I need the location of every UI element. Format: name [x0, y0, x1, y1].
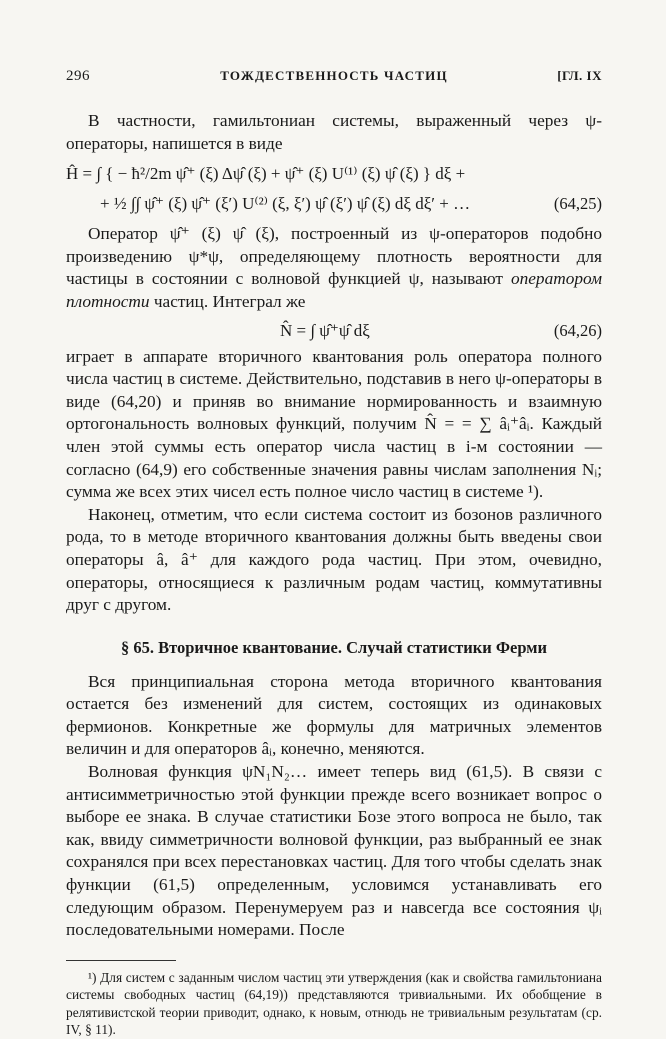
paragraph-hamiltonian-intro: В частности, гамильтониан системы, выраженный через ψ-операторы, напишется в виде — [66, 111, 602, 153]
paragraph-total-number: играет в аппарате вторичного квантования роль оператора полного числа частиц в системе. Действительно, подставив в него ψ-операторы в виде (64,20) и приняв во внимание нормированность и взаимную ортогональность волновых функций, получим N̂ = = ∑ âᵢ⁺âᵢ. Каждый член этой суммы есть оператор числа частиц в i-м состоянии — согласно (64,9) его собственные значения равны числам заполнения Nᵢ; сумма же всех этих чисел есть полное число частиц в системе ¹). — [66, 346, 602, 502]
running-title: ТОЖДЕСТВЕННОСТЬ ЧАСТИЦ — [220, 68, 448, 83]
equation-number-64-26: (64,26) — [553, 320, 602, 340]
page-number: 296 — [66, 68, 90, 84]
term-density-operator: оператором плотности — [66, 269, 602, 311]
paragraph-density-operator: Оператор ψ̂⁺ (ξ) ψ̂ (ξ), построенный из ψ-операторов подобно произведению ψ*ψ, определяющему плотность вероятности для частицы в состоянии с волновой функцией ψ, называют оператором плотности частиц. Интеграл же — [66, 224, 602, 311]
paragraph-bosons-kinds: Наконец, отметим, что если система состоит из бозонов различного рода, то в методе вторичного квантования должны быть введены свои операторы â, â⁺ для каждого рода частиц. При этом, очевидно, операторы, относящиеся к различным родам частиц, коммутативны друг с другом. — [66, 504, 602, 615]
book-page — [66, 68, 602, 1039]
section-heading: § 65. Вторичное квантование. Случай статистики Ферми — [120, 637, 548, 657]
chapter-marker: [ГЛ. IX — [557, 68, 602, 83]
equation-64-26: N̂ = ∫ ψ̂⁺ψ̂ dξ (64,26) — [66, 316, 602, 346]
equation-number-64-25: (64,25) — [553, 194, 602, 214]
footnote-rule — [66, 960, 176, 961]
paragraph-wave-function-sign: Волновая функция ψN₁N₂… имеет теперь вид (61,5). В связи с антисимметричностью этой функции прежде всего возникает вопрос о выборе ее знака. В случае статистики Бозе этого вопроса не было, так как, ввиду симметричности волновой функции, раз выбранный ее знак сохранялся при всех перестановках частиц. Для того чтобы сделать знак функции (61,5) определенным, условимся устанавливать его следующим образом. Перенумеруем раз и навсегда все состояния ψᵢ последовательными номерами. После — [66, 762, 602, 940]
running-header — [66, 68, 602, 90]
paragraph-fermions-intro: Вся принципиальная сторона метода вторичного квантования остается без изменений для систем, состоящих из одинаковых фермионов. Конкретные же формулы для матричных элементов величин и для операторов âᵢ, конечно, меняются. — [66, 671, 602, 759]
equation-64-25-line2: + ½ ∫∫ ψ̂⁺ (ξ) ψ̂⁺ (ξ′) U⁽²⁾ (ξ, ξ′) ψ̂ (ξ′) ψ̂ (ξ) dξ dξ′ + … (64,25) — [66, 189, 602, 219]
equation-64-25-line1: Ĥ = ∫ { − ħ²/2m ψ̂⁺ (ξ) Δψ̂ (ξ) + ψ̂⁺ (ξ) U⁽¹⁾ (ξ) ψ̂ (ξ) } dξ + — [66, 164, 466, 184]
footnote: ¹) Для систем с заданным числом частиц эти утверждения (как и свойства гамильтониана системы свободных частиц (64,19)) представляются тривиальными. Их обобщение в релятивистской теории приводит, однако, к новым, отнюдь не тривиальным результатам (ср. IV, § 11). — [66, 969, 602, 1038]
